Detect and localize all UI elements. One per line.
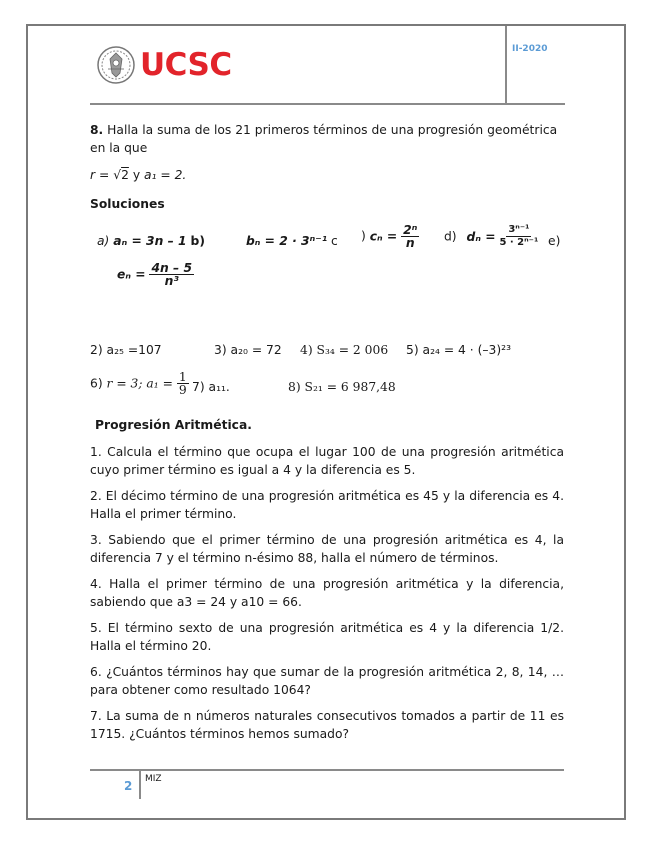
arith-problem-4: 4. Halla el primer término de una progresión aritmética y la diferencia, sabiendo que a3 = 24 y a10 = 66. [90,577,564,609]
a1-given: a₁ = 2. [144,168,187,182]
arith-problem-6: 6. ¿Cuántos términos hay que sumar de la progresión aritmética 2, 8, 14, … para obtener como resultado 1064? [90,665,564,697]
sol-e-fraction [149,262,194,287]
answer-6 [90,371,189,396]
answer-6-fraction [177,371,189,396]
solution-a [97,232,205,250]
sqrt-arg: 2 [121,168,129,182]
sol-c-fraction [401,224,419,249]
answer-6-label: 6) [90,376,103,391]
solution-e [117,262,194,287]
solution-b [246,232,338,250]
sol-c-prefix: ) [361,229,366,243]
r-label: r [90,168,96,182]
sol-c-lhs: cₙ = [369,229,398,244]
solutions-title: Soluciones [90,197,165,211]
ucsc-logo [96,43,232,87]
problem-8-given [90,166,186,184]
sol-d-num: 3ⁿ⁻¹ [508,224,530,235]
sol-e-lhs: eₙ = [117,267,146,282]
answer-2: 2) a₂₅ =107 [90,343,162,357]
sol-e-num: 4n – 5 [151,261,193,275]
problem-8 [90,121,568,157]
page-number: 2 [124,779,133,793]
sol-e-den: n³ [164,274,179,288]
sol-c-label: c [331,234,338,248]
answer-3: 3) a₂₀ = 72 [214,343,282,357]
answer-5: 5) a₂₄ = 4 · (–3)²³ [406,343,512,357]
solution-c [361,224,419,249]
solution-d [444,224,538,249]
sol-c-den: n [405,236,415,250]
answer-4: 4) S₃₄ = 2 006 [300,343,389,357]
sol-c-num: 2ⁿ [403,223,418,237]
sol-d-label: d) [444,229,457,244]
sol-b-label: b) [190,234,205,248]
equals: = [98,168,110,182]
arith-problem-3: 3. Sabiendo que el primer término de una progresión aritmética es 4, la diferencia 7 y el término n-ésimo 88, halla el número de términos. [90,533,564,565]
sol-e-label: e) [548,234,561,248]
answer-7: 7) a₁₁. [192,380,230,394]
sol-d-lhs: dₙ = [466,229,496,244]
arith-problem-7: 7. La suma de n números naturales consecutivos tomados a partir de 11 es 1715. ¿Cuántos términos hemos sumado? [90,709,564,741]
sol-b-expr: bₙ = 2 · 3ⁿ⁻¹ [246,234,328,248]
arith-problem-1: 1. Calcula el término que ocupa el lugar 100 de una progresión aritmética cuyo primer término es igual a 4 y la diferencia es 5. [90,445,564,477]
sol-a-expr: aₙ = 3n – 1 [113,234,187,248]
logo-text: UCSC [140,47,232,83]
problem-8-statement: Halla la suma de los 21 primeros términos de una progresión geométrica en la que [90,123,558,155]
problem-8-number: 8. [90,123,104,137]
sol-d-den: 5 · 2ⁿ⁻¹ [499,237,539,248]
answer-6-den: 9 [178,383,187,397]
arith-title: Progresión Aritmética. [95,418,252,432]
answer-6-expr: r = 3; a₁ = [106,376,173,391]
header-rule [90,103,565,105]
footer-author: MIZ [145,774,162,784]
arith-problem-2: 2. El décimo término de una progresión aritmética es 45 y la diferencia es 4. Halla el primer término. [90,489,564,521]
footer-divider [139,771,141,799]
answer-6-num: 1 [178,370,187,384]
sol-d-fraction [499,224,538,249]
header-period: II-2020 [512,44,548,54]
sol-a-label: a) [97,234,110,248]
arith-problem-5: 5. El término sexto de una progresión aritmética es 4 y la diferencia 1/2. Halla el término 20. [90,621,564,653]
and-word: y [132,168,141,182]
answer-8: 8) S₂₁ = 6 987,48 [288,380,396,394]
header-divider [505,26,507,104]
sqrt-icon: √ [113,168,122,182]
university-seal-icon [96,45,136,85]
footer-rule [90,769,564,771]
